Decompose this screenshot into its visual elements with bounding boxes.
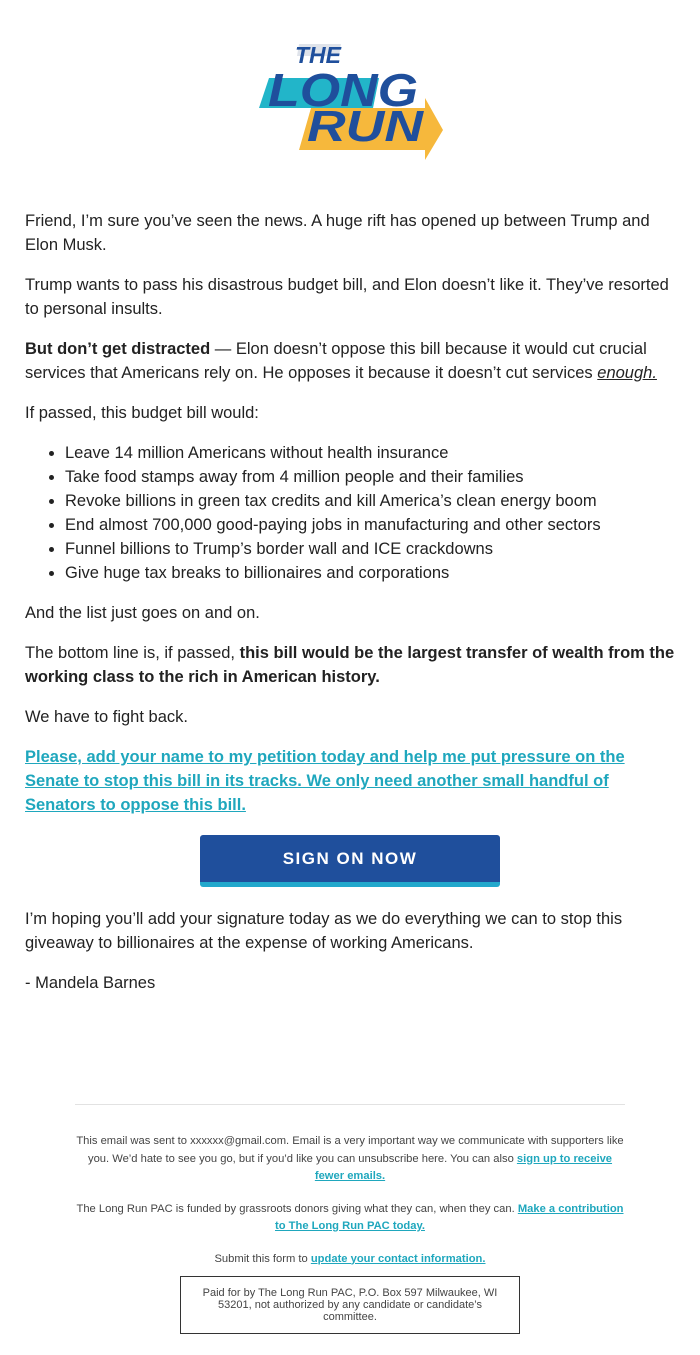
enough-emphasis: enough. <box>597 364 657 382</box>
list-item: • Take food stamps away from 4 million people and their families <box>65 465 675 489</box>
paragraph-list-continues: And the list just goes on and on. <box>25 604 260 622</box>
paragraph-rift: Trump wants to pass his disastrous budget bill, and Elon doesn’t like it. They’ve resorted to personal insults. <box>25 276 669 318</box>
bill-effects-list <box>65 441 675 585</box>
funded-text: The Long Run PAC is funded by grassroots donors giving what they can, when they can. <box>76 1202 518 1215</box>
list-item: • Funnel billions to Trump’s border wall and ICE crackdowns <box>65 537 675 561</box>
contribution-link[interactable]: Make a contribution to The Long Run PAC today. <box>275 1202 624 1232</box>
logo-text-run: RUN <box>307 102 425 151</box>
paid-for-disclaimer: Paid for by The Long Run PAC, P.O. Box 597 Milwaukee, WI 53201, not authorized by any candidate or candidate’s committee. <box>180 1276 520 1334</box>
logo-text-long: LONG <box>268 64 418 116</box>
list-item: • End almost 700,000 good-paying jobs in manufacturing and other sectors <box>65 513 675 537</box>
footer-sent-to <box>75 1133 625 1186</box>
cta-container <box>25 835 675 887</box>
footer-funded <box>75 1201 625 1236</box>
signature: - Mandela Barnes <box>25 974 156 992</box>
sent-to-text: This email was sent to xxxxxx@gmail.com. Email is a very important way we communicate with supporters like you. We’d hate to see you go, but if you’d like you can unsubscribe here. You can also <box>76 1135 624 1165</box>
email-footer <box>75 1104 625 1268</box>
paragraph-list-intro: If passed, this budget bill would: <box>25 404 259 422</box>
paragraph-hoping: I’m hoping you’ll add your signature today as we do everything we can to stop this giveaway to billionaires at the expense of working Americans. <box>25 910 623 952</box>
footer-submit <box>75 1251 625 1269</box>
email-body <box>25 209 675 1011</box>
list-item: • Revoke billions in green tax credits and kill America’s clean energy boom <box>65 489 675 513</box>
paragraph-intro: Friend, I’m sure you’ve seen the news. A huge rift has opened up between Trump and Elon Musk. <box>25 212 650 254</box>
logo-text-the: THE <box>295 42 341 68</box>
submit-text: Submit this form to <box>214 1252 311 1265</box>
the-long-run-logo <box>255 34 445 164</box>
paragraph-bottom-line <box>25 641 675 689</box>
distracted-text: — Elon doesn’t oppose this bill because it would cut crucial services that Americans rely on. He opposes it because it doesn’t cut services <box>25 340 647 382</box>
paragraph-distracted <box>25 337 675 385</box>
list-item: • Leave 14 million Americans without health insurance <box>65 441 675 465</box>
update-contact-link[interactable]: update your contact information. <box>310 1252 486 1265</box>
list-item: • Give huge tax breaks to billionaires and corporations <box>65 561 675 585</box>
paragraph-fight-back: We have to fight back. <box>25 708 188 726</box>
distracted-bold: But don’t get distracted <box>25 340 211 358</box>
bottom-line-text: The bottom line is, if passed, <box>25 644 240 662</box>
fewer-emails-link[interactable]: sign up to receive fewer emails. <box>314 1152 613 1182</box>
bottom-line-bold: this bill would be the largest transfer of wealth from the working class to the rich in American history. <box>25 644 675 686</box>
sign-on-now-button[interactable]: SIGN ON NOW <box>200 835 500 887</box>
petition-link[interactable]: Please, add your name to my petition today and help me put pressure on the Senate to stop this bill in its tracks. We only need another small handful of Senators to oppose this bill. <box>25 748 625 814</box>
